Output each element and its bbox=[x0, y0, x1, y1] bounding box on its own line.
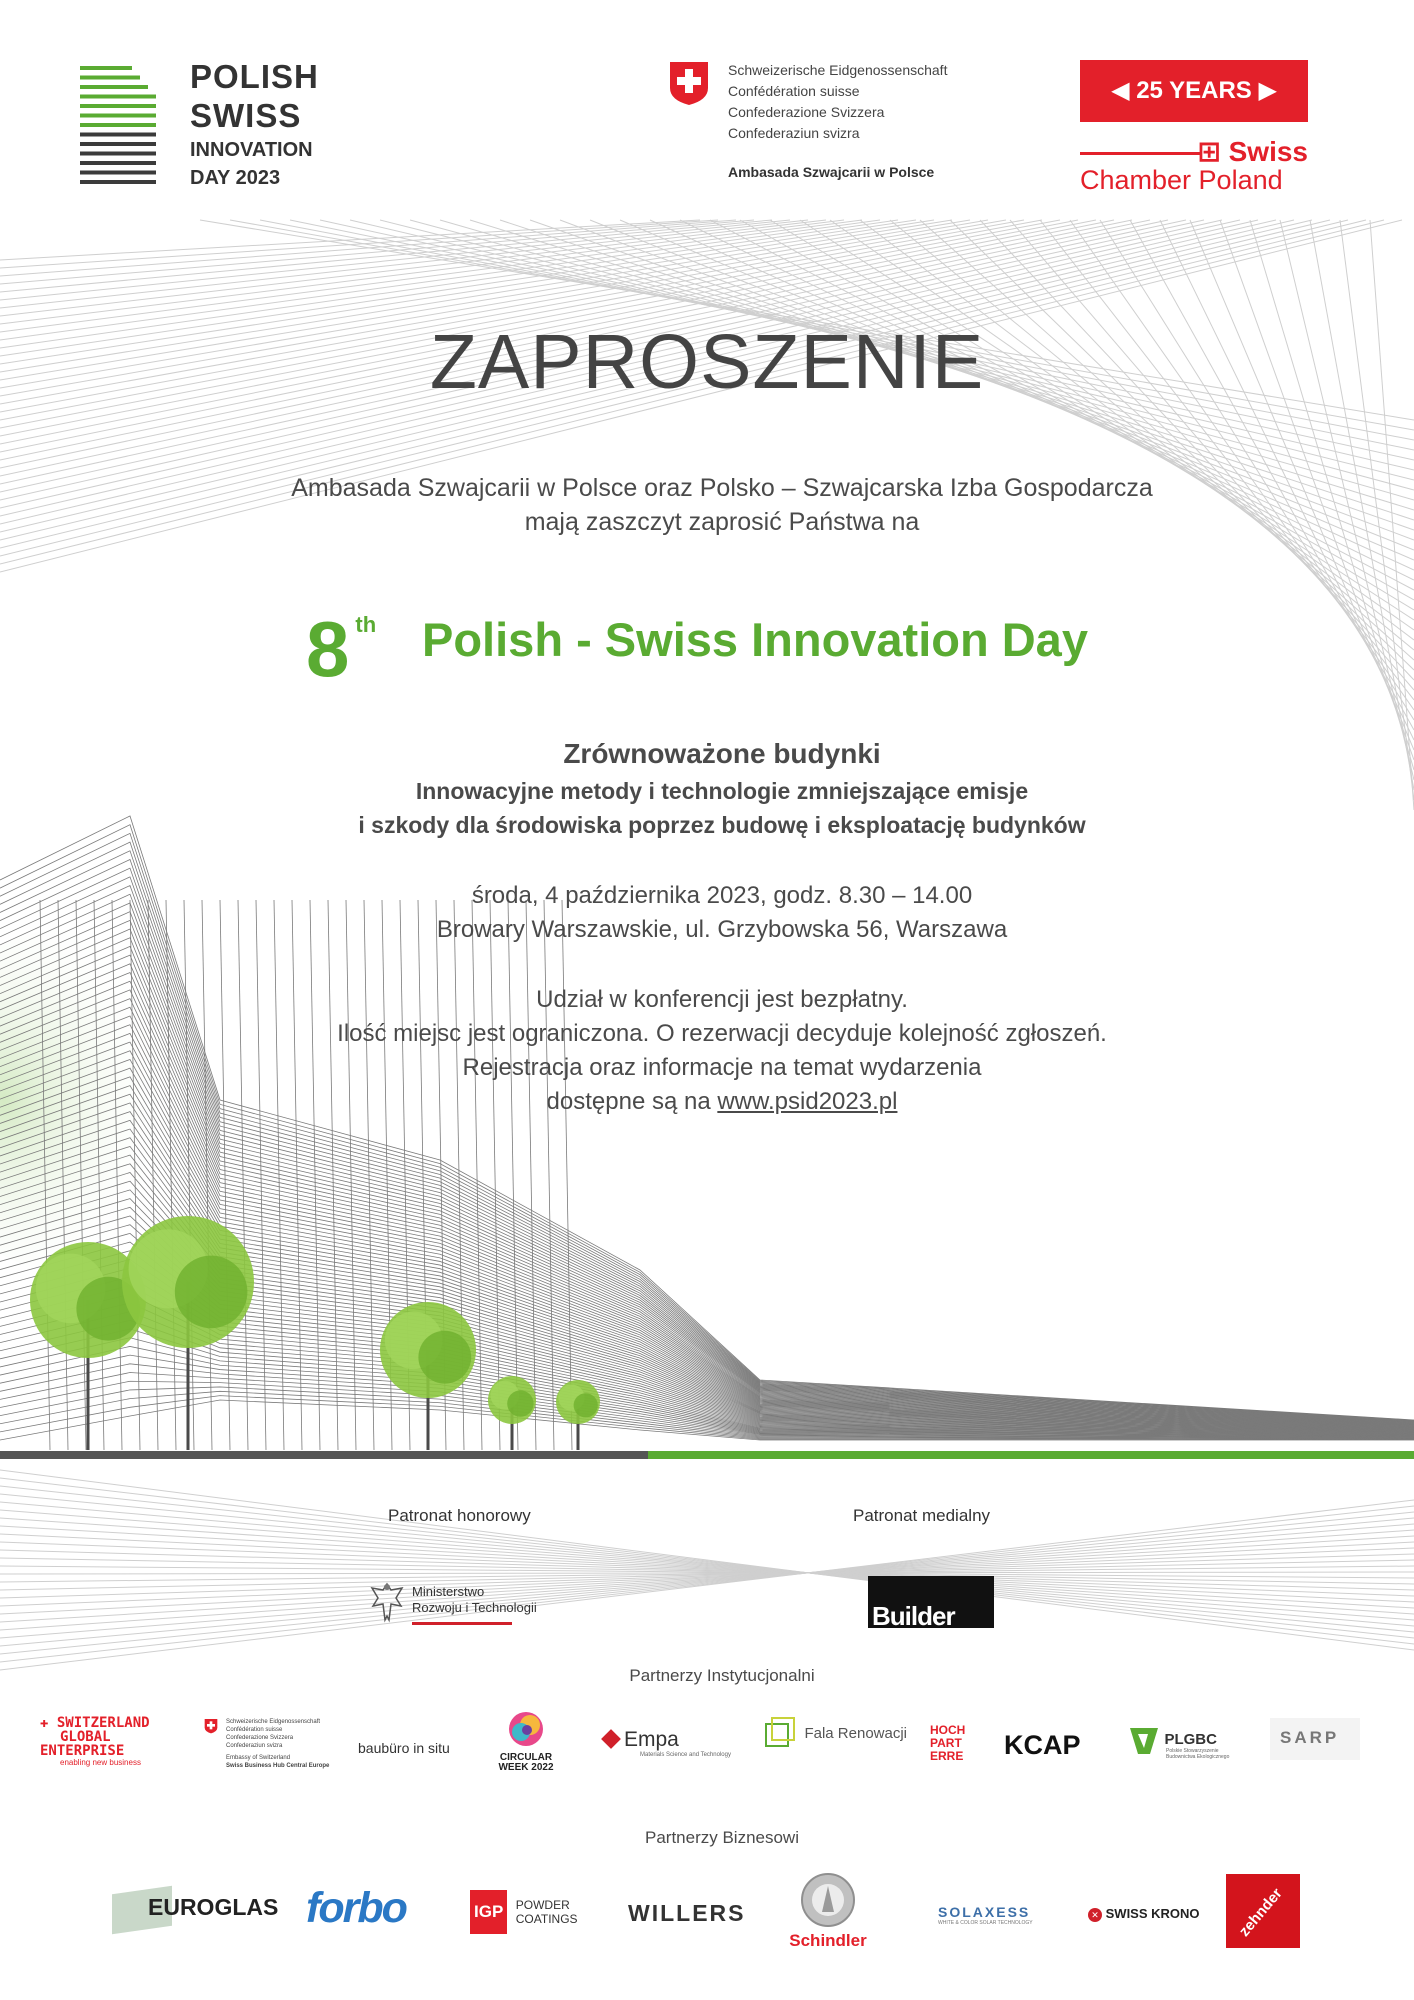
embassy-hub-logo: Schweizerische Eidgenossenschaft Confédération suisse Confederazione Svizzera Confederaziun svizra Embassy of Switzerland Swiss Business Hub Central Europe bbox=[204, 1718, 334, 1770]
sge-logo: ✚ SWITZERLAND GLOBAL ENTERPRISE enabling new business bbox=[40, 1715, 150, 1767]
zehnder-logo: zehnder bbox=[1226, 1874, 1300, 1948]
info-line-2: Ilość miejsc jest ograniczona. O rezerwacji decyduje kolejność zgłoszeń. bbox=[337, 1020, 1107, 1047]
hochparterre-logo: HOCH PART ERRE bbox=[930, 1723, 966, 1763]
plgbc-logo: PLGBC Polskie Stowarzyszenie Budownictwa Ekologicznego bbox=[1128, 1724, 1246, 1760]
builder-logo: Builder bbox=[868, 1576, 994, 1628]
subtitle-line-2: i szkody dla środowiska poprzez budowę i eksploatację budynków bbox=[358, 812, 1086, 838]
fala-squares-icon bbox=[764, 1716, 800, 1752]
swiss-flag-icon bbox=[668, 60, 710, 106]
schindler-emblem-icon bbox=[798, 1872, 858, 1928]
badge-text: 25 YEARS bbox=[1136, 77, 1252, 104]
kcap-logo: KCAP bbox=[1004, 1730, 1081, 1760]
ministry-logo bbox=[368, 1578, 548, 1628]
swiss-krono-mark-icon: ✕ bbox=[1088, 1908, 1102, 1922]
circular-emblem-icon bbox=[507, 1710, 545, 1748]
chamber-swiss-word: ⊞ Swiss bbox=[1197, 136, 1308, 167]
circular-week-logo: CIRCULAR WEEK 2022 bbox=[486, 1710, 566, 1773]
intro-line-2: mają zaszczyt zaprosić Państwa na bbox=[524, 508, 920, 536]
badge-left-arrow-icon: ◀ bbox=[1111, 77, 1137, 104]
info-line-3: Rejestracja oraz informacje na temat wydarzenia bbox=[462, 1054, 982, 1081]
swiss-flag-icon bbox=[204, 1718, 218, 1734]
sge-cross-icon: ✚ bbox=[40, 1715, 57, 1731]
edition-number: 8 th bbox=[306, 605, 377, 693]
swiss-krono-logo: ✕ SWISS KRONO bbox=[1088, 1906, 1200, 1922]
willers-logo: WILLERS bbox=[628, 1900, 746, 1926]
info-line-4: dostępne są na www.psid2023.pl bbox=[546, 1088, 898, 1115]
embassy-line: Confederazione Svizzera bbox=[728, 104, 885, 120]
registration-link[interactable]: www.psid2023.pl bbox=[717, 1088, 898, 1115]
schindler-logo: Schindler bbox=[780, 1872, 876, 1951]
page-title: ZAPROSZENIE bbox=[429, 319, 985, 405]
baubuero-logo: baubüro in situ bbox=[358, 1740, 450, 1756]
forbo-logo: forbo bbox=[306, 1884, 406, 1932]
ministry-line-1: Ministerstwo bbox=[412, 1584, 485, 1599]
business-partners-label: Partnerzy Biznesowi bbox=[644, 1828, 799, 1847]
embassy-line: Confederaziun svizra bbox=[728, 125, 860, 141]
psid-logo-line2: SWISS bbox=[190, 97, 302, 134]
media-patronage-label: Patronat medialny bbox=[853, 1506, 991, 1525]
empa-mark-icon bbox=[601, 1729, 621, 1749]
empa-logo: Empa Materials Science and Technology bbox=[604, 1728, 731, 1758]
info-line-1: Udział w konferencji jest bezpłatny. bbox=[536, 986, 908, 1013]
building-bars-icon bbox=[80, 60, 160, 190]
ministry-line-2: Rozwoju i Technologii bbox=[412, 1600, 537, 1615]
badge-right-arrow-icon: ▶ bbox=[1251, 77, 1277, 104]
embassy-logo bbox=[668, 60, 998, 190]
event-date: środa, 4 października 2023, godz. 8.30 – 14.00 bbox=[471, 882, 973, 909]
chamber-rule bbox=[1080, 152, 1200, 155]
solaxess-logo: SOLAXESS WHITE & COLOR SOLAR TECHNOLOGY bbox=[938, 1904, 1033, 1926]
igp-logo: IGP POWDER COATINGS bbox=[470, 1890, 578, 1934]
honorary-patronage-label: Patronat honorowy bbox=[388, 1506, 531, 1525]
event-title: Polish - Swiss Innovation Day bbox=[422, 613, 1088, 666]
ministry-underline bbox=[412, 1622, 512, 1625]
swiss-chamber-logo bbox=[1080, 60, 1308, 200]
psid-logo-line1: POLISH bbox=[190, 58, 319, 95]
eagle-emblem-icon bbox=[368, 1580, 406, 1624]
intro-line-1: Ambasada Szwajcarii w Polsce oraz Polsko – Szwajcarska Izba Gospodarcza bbox=[291, 474, 1153, 502]
psid-logo-line4: DAY 2023 bbox=[190, 167, 281, 189]
institutional-partners-label: Partnerzy Instytucjonalni bbox=[629, 1666, 815, 1685]
chamber-cross-icon: ⊞ bbox=[1197, 136, 1229, 167]
chamber-poland-word: Chamber Poland bbox=[1080, 165, 1283, 195]
embassy-line: Confédération suisse bbox=[728, 83, 860, 99]
euroglas-logo: EUROGLAS bbox=[112, 1886, 264, 1932]
psid-logo bbox=[80, 60, 340, 190]
sarp-logo: SARP bbox=[1270, 1718, 1360, 1760]
psid-logo-line3: INNOVATION bbox=[190, 139, 313, 161]
plgbc-leaf-icon bbox=[1128, 1724, 1160, 1756]
embassy-name: Ambasada Szwajcarii w Polsce bbox=[728, 164, 935, 180]
event-place: Browary Warszawskie, ul. Grzybowska 56, Warszawa bbox=[436, 916, 1008, 943]
fala-renowacji-logo: Fala Renowacji bbox=[764, 1716, 907, 1752]
embassy-line: Schweizerische Eidgenossenschaft bbox=[728, 62, 948, 78]
topic-heading: Zrównoważone budynki bbox=[563, 738, 881, 769]
anniversary-badge bbox=[1080, 60, 1308, 122]
subtitle-line-1: Innowacyjne metody i technologie zmniejszające emisje bbox=[415, 778, 1029, 804]
